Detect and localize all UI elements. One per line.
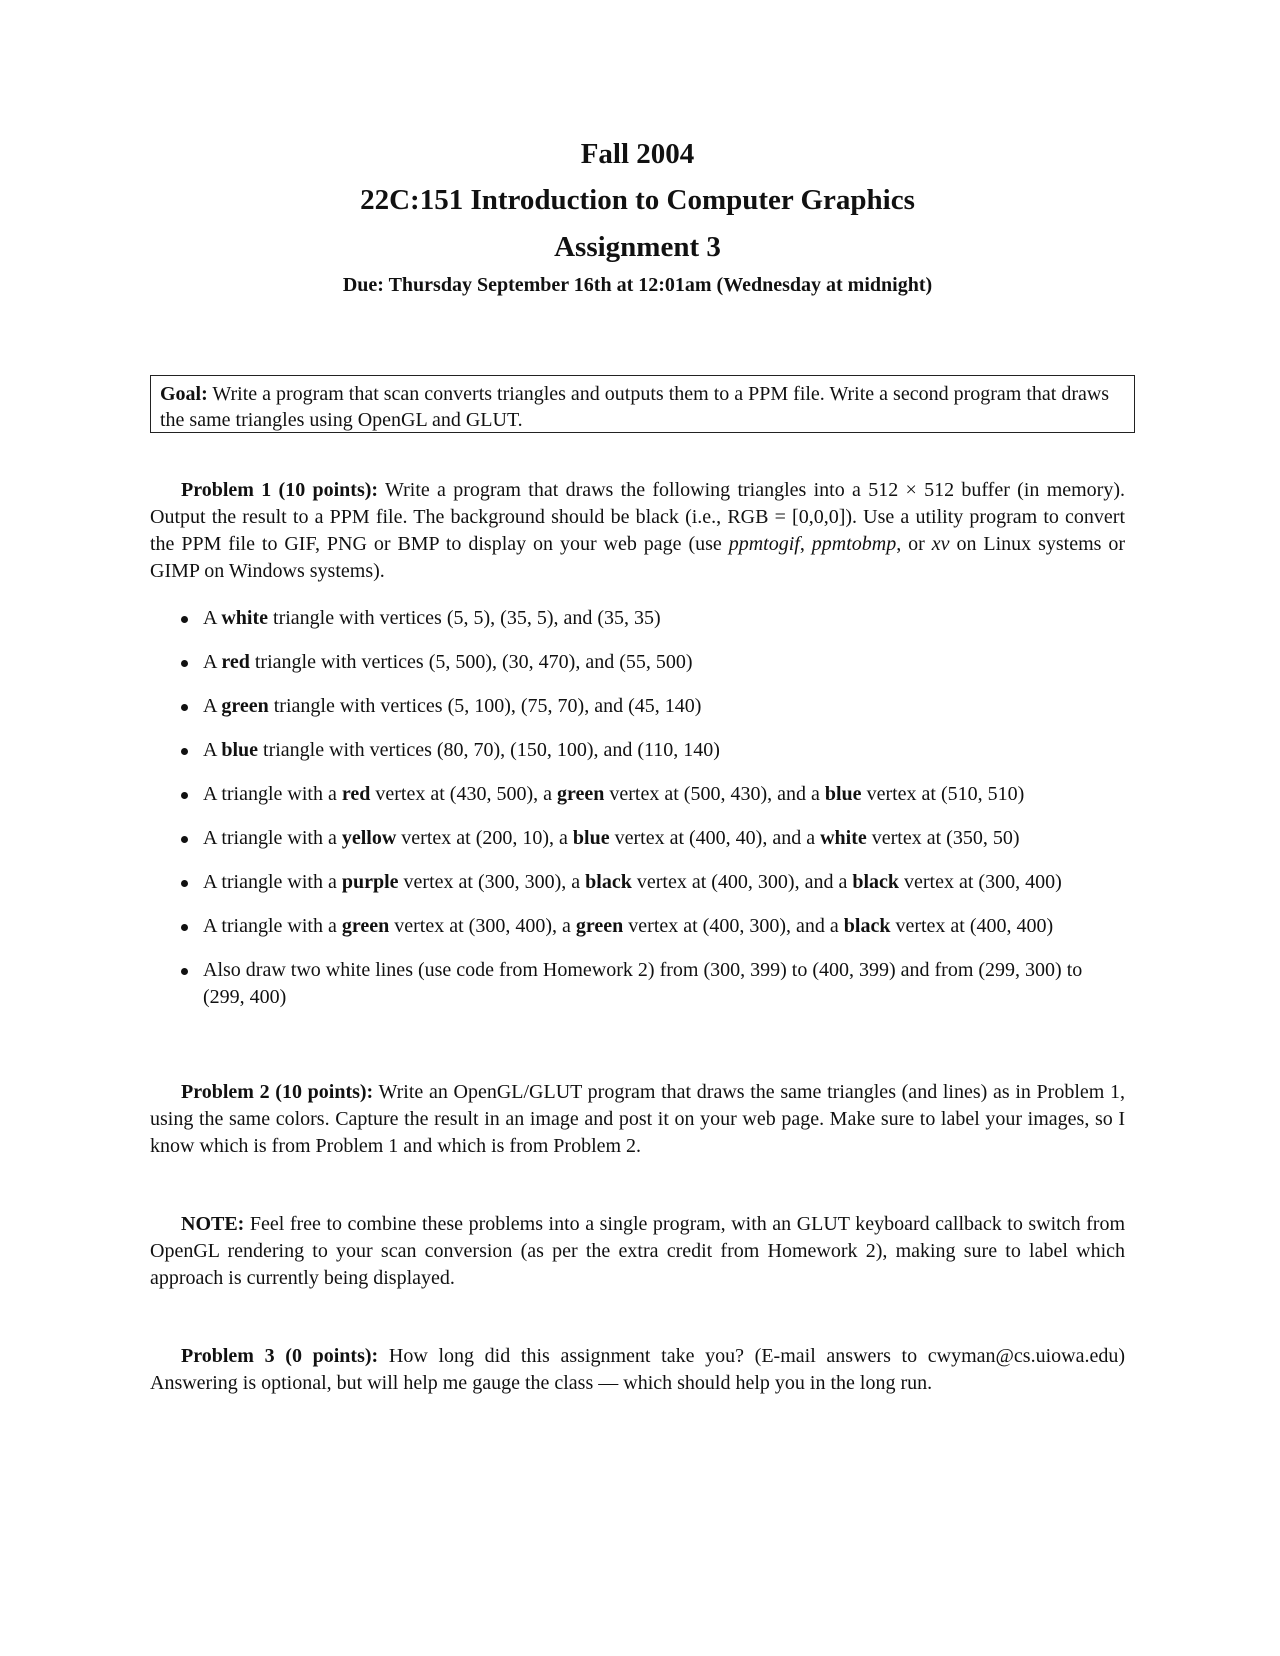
tool-ppmtobmp: ppmtobmp [811,533,897,555]
separator: , or [896,533,932,555]
tool-xv: xv [931,533,950,555]
tool-ppmtogif: ppmtogif [728,533,800,555]
problem-3-label: Problem 3 (0 points): [181,1345,379,1367]
note-text: Feel free to combine these problems into a single program, with an GLUT keyboard callback to switch from OpenGL rendering to your scan conversion (as per the extra credit from Homework 2), making sure to label which approach is currently being displayed. [150,1213,1126,1289]
color-term: red [341,783,371,805]
list-item [150,693,1125,720]
item-text: vertex at (400, 300), and a [623,915,844,937]
bullet-icon [181,792,188,799]
bullet-icon [181,836,188,843]
color-term: black [843,915,891,937]
triangle-list [150,605,1125,1028]
list-item [150,737,1125,764]
list-item [150,605,1125,632]
term-heading: Fall 2004 [580,138,695,170]
bullet-icon [181,616,188,623]
item-text: A triangle with a [203,783,342,805]
color-term: green [341,915,390,937]
color-term: green [221,695,269,717]
bullet-icon [181,880,188,887]
color-term: black [585,871,632,893]
problem-2-label: Problem 2 (10 points): [181,1081,374,1103]
item-text: vertex at (300, 400) [899,871,1062,893]
problem-1-text-b: on Linux systems or GIMP on Windows systems). [150,533,1126,582]
color-term: white [221,607,269,629]
note-label: NOTE: [181,1213,245,1235]
bullet-icon [181,748,188,755]
color-term: blue [221,739,259,761]
item-text: vertex at (430, 500), a [370,783,557,805]
problem-1-paragraph [150,477,1125,585]
item-text: A [203,651,222,673]
assignment-title: Assignment 3 [554,231,721,263]
item-text: vertex at (400, 400) [890,915,1054,937]
color-term: green [556,783,605,805]
item-text: vertex at (400, 40), and a [609,827,821,849]
item-text: A triangle with a [203,871,342,893]
problem-3-paragraph [150,1343,1125,1397]
problem-1-text-a: Write a program that draws the following triangles into a 512 × 512 buffer (in memory). Output the result to a PPM file. The background should be black (i.e., RGB = [0,0,0]). Use a utility program to convert the PPM file to GIF, PNG or BMP to display on your web page (use [150,479,1125,555]
item-text: Also draw two white lines (use code from Homework 2) from (300, 399) to (400, 399) and from (299, 300) to (299, 400) [203,959,1083,1008]
goal-label: Goal: [160,383,208,405]
color-term: white [820,827,867,849]
list-item [150,825,1125,852]
item-text: vertex at (510, 510) [861,783,1025,805]
due-date: Due: Thursday September 16th at 12:01am (Wednesday at midnight) [342,274,933,296]
item-text: triangle with vertices (5, 500), (30, 470), and (55, 500) [249,651,693,673]
problem-2-paragraph [150,1079,1125,1160]
color-term: blue [572,827,610,849]
item-text: A triangle with a [203,915,342,937]
problem-3-text: How long did this assignment take you? (E-mail answers to cwyman@cs.uiowa.edu) Answering is optional, but will help me gauge the class — which should help you in the long run. [150,1345,1126,1394]
problem-2-text: Write an OpenGL/GLUT program that draws the same triangles (and lines) as in Problem 1, using the same colors. Capture the result in an image and post it on your web page. Make sure to label your images, so I know which is from Problem 1 and which is from Problem 2. [150,1081,1126,1157]
color-term: yellow [341,827,397,849]
bullet-icon [181,968,188,975]
item-text: A [203,607,222,629]
item-text: A [203,739,222,761]
list-item [150,649,1125,676]
item-text: vertex at (200, 10), a [396,827,573,849]
color-term: blue [824,783,862,805]
separator: , [799,533,812,555]
item-text: A [203,695,222,717]
item-text: vertex at (300, 400), a [389,915,576,937]
goal-box [150,375,1135,433]
list-item [150,869,1125,896]
item-text: vertex at (300, 300), a [398,871,586,893]
item-text: vertex at (350, 50) [866,827,1020,849]
item-text: triangle with vertices (80, 70), (150, 100), and (110, 140) [258,739,720,761]
color-term: green [575,915,624,937]
list-item [150,781,1125,808]
item-text: A triangle with a [203,827,342,849]
color-term: red [221,651,250,673]
list-item [150,913,1125,940]
color-term: purple [341,871,399,893]
item-text: vertex at (400, 300), and a [631,871,853,893]
color-term: black [852,871,900,893]
item-text: triangle with vertices (5, 100), (75, 70), and (45, 140) [268,695,702,717]
problem-1-label: Problem 1 (10 points): [181,479,379,501]
item-text: triangle with vertices (5, 5), (35, 5), and (35, 35) [268,607,661,629]
bullet-icon [181,704,188,711]
bullet-icon [181,924,188,931]
list-item [150,957,1125,1011]
goal-text: Write a program that scan converts triangles and outputs them to a PPM file. Write a second program that draws the same triangles using OpenGL and GLUT. [160,383,1110,431]
bullet-icon [181,660,188,667]
item-text: vertex at (500, 430), and a [604,783,825,805]
note-paragraph [150,1211,1125,1292]
course-title: 22C:151 Introduction to Computer Graphics [360,184,915,216]
